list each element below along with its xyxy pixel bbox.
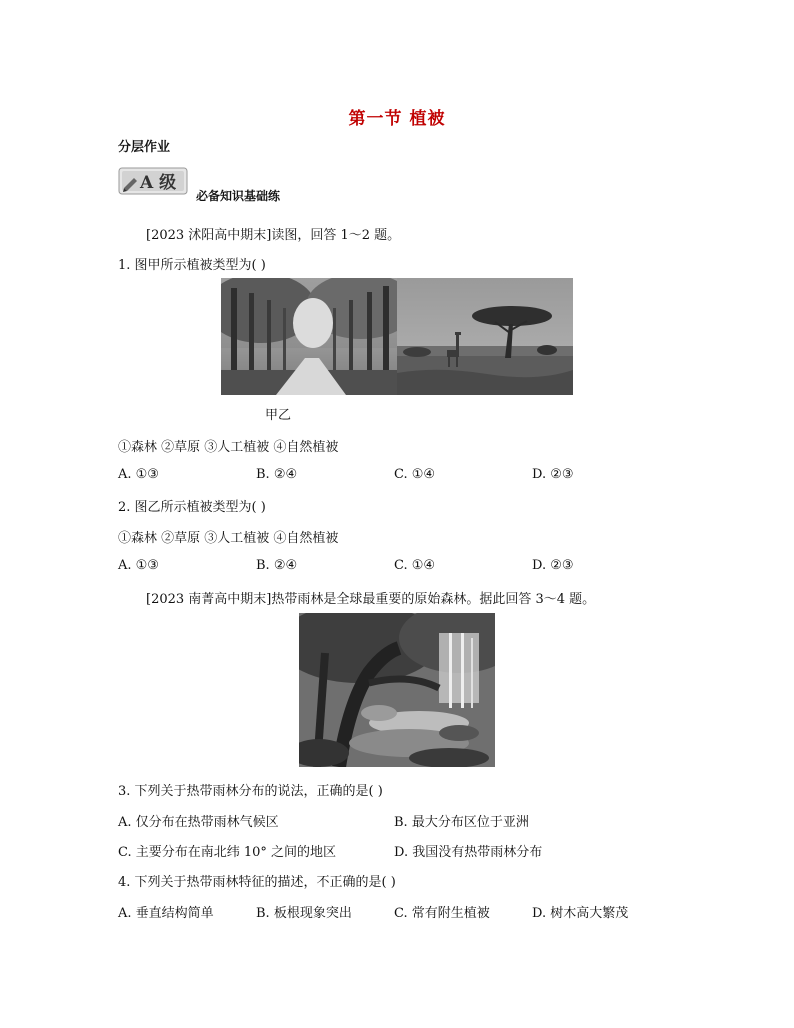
intro-text-2: [2023 南菁高中期末]热带雨林是全球最重要的原始森林。据此回答 3～4 题。 bbox=[146, 592, 596, 607]
question-2-choices: ①森林 ②草原 ③人工植被 ④自然植被 bbox=[118, 531, 339, 546]
question-1-choices: ①森林 ②草原 ③人工植被 ④自然植被 bbox=[118, 440, 339, 455]
question-1-option-c[interactable]: C. ①④ bbox=[394, 467, 436, 482]
question-2-option-c[interactable]: C. ①④ bbox=[394, 558, 436, 573]
question-3-option-b[interactable]: B. 最大分布区位于亚洲 bbox=[394, 815, 529, 830]
figure-caption: 甲乙 bbox=[265, 408, 292, 423]
question-4-stem: 4. 下列关于热带雨林特征的描述，不正确的是( ) bbox=[118, 875, 396, 890]
page-title: 第一节 植被 bbox=[348, 109, 446, 129]
question-1-option-b[interactable]: B. ②④ bbox=[256, 467, 298, 482]
level-subtitle: 必备知识基础练 bbox=[196, 189, 281, 203]
level-badge bbox=[118, 166, 188, 196]
level-badge-graphic bbox=[118, 166, 188, 196]
question-3-option-d[interactable]: D. 我国没有热带雨林分布 bbox=[394, 845, 543, 860]
question-2-option-b[interactable]: B. ②④ bbox=[256, 558, 298, 573]
question-2-option-d[interactable]: D. ②③ bbox=[532, 558, 574, 573]
image-rainforest bbox=[299, 613, 495, 767]
question-3-option-a[interactable]: A. 仅分布在热带雨林气候区 bbox=[118, 815, 279, 830]
question-4-option-d[interactable]: D. 树木高大繁茂 bbox=[532, 906, 629, 921]
section-heading: 分层作业 bbox=[118, 140, 171, 155]
question-2-stem: 2. 图乙所示植被类型为( ) bbox=[118, 500, 266, 515]
question-1-option-a[interactable]: A. ①③ bbox=[118, 467, 159, 482]
question-1-option-d[interactable]: D. ②③ bbox=[532, 467, 574, 482]
question-4-option-c[interactable]: C. 常有附生植被 bbox=[394, 906, 490, 921]
question-4-option-b[interactable]: B. 板根现象突出 bbox=[256, 906, 352, 921]
level-badge-label: A 级 bbox=[140, 173, 177, 193]
question-3-stem: 3. 下列关于热带雨林分布的说法，正确的是( ) bbox=[118, 784, 383, 799]
question-4-option-a[interactable]: A. 垂直结构简单 bbox=[118, 906, 214, 921]
image-savanna-giraffe bbox=[397, 278, 573, 395]
intro-text-1: [2023 沭阳高中期末]读图，回答 1～2 题。 bbox=[146, 228, 401, 243]
question-2-option-a[interactable]: A. ①③ bbox=[118, 558, 159, 573]
question-3-option-c[interactable]: C. 主要分布在南北纬 10° 之间的地区 bbox=[118, 845, 337, 860]
question-1-stem: 1. 图甲所示植被类型为( ) bbox=[118, 258, 266, 273]
image-forest-avenue bbox=[221, 278, 397, 395]
